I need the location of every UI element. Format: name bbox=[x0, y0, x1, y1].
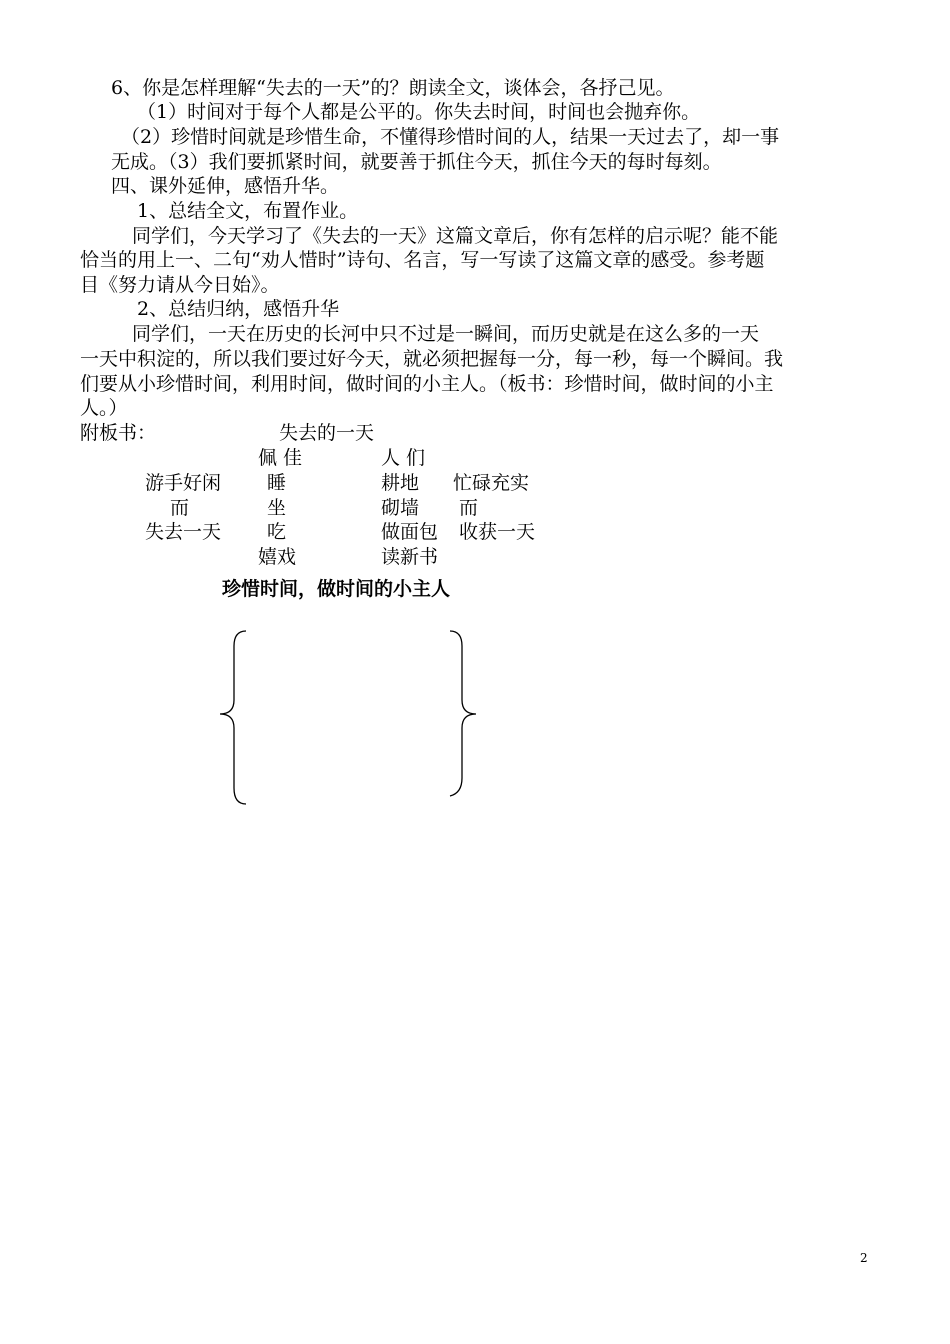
right-character-name: 人 们 bbox=[381, 447, 426, 469]
left-connector: 而 bbox=[170, 497, 190, 519]
left-action: 吃 bbox=[267, 521, 287, 543]
right-action: 耕地 bbox=[381, 472, 420, 494]
paragraph-line: 恰当的用上一、二句“劝人惜时”诗句、名言，写一写读了这篇文章的感受。参考题 bbox=[80, 249, 765, 271]
paragraph-line: 6、你是怎样理解“失去的一天”的？朗读全文，谈体会，各抒己见。 bbox=[111, 77, 675, 99]
board-title: 失去的一天 bbox=[279, 422, 375, 444]
left-action: 坐 bbox=[267, 497, 287, 519]
right-connector: 而 bbox=[459, 497, 479, 519]
section-heading: 四、课外延伸，感悟升华。 bbox=[111, 175, 340, 197]
left-action: 睡 bbox=[267, 472, 287, 494]
paragraph-line: 无成。（3）我们要抓紧时间，就要善于抓住今天，抓住今天的每时每刻。 bbox=[111, 151, 722, 173]
subsection-heading: 2、总结归纳，感悟升华 bbox=[137, 298, 340, 320]
board-label: 附板书： bbox=[80, 422, 157, 444]
right-brace-icon bbox=[446, 628, 482, 812]
right-action: 做面包 bbox=[381, 521, 439, 543]
paragraph-line: 一天中积淀的，所以我们要过好今天，就必须把握每一分，每一秒，每一个瞬间。我 bbox=[80, 348, 784, 370]
paragraph-line: 人。） bbox=[80, 397, 128, 419]
left-character-name: 佩 佳 bbox=[258, 447, 303, 469]
left-brace-icon bbox=[212, 628, 248, 812]
paragraph-line: （1）时间对于每个人都是公平的。你失去时间，时间也会抛弃你。 bbox=[137, 101, 701, 123]
board-motto: 珍惜时间，做时间的小主人 bbox=[222, 578, 451, 600]
right-action: 读新书 bbox=[381, 546, 439, 568]
right-action: 砌墙 bbox=[381, 497, 420, 519]
paragraph-line: 同学们，今天学习了《失去的一天》这篇文章后，你有怎样的启示呢？能不能 bbox=[132, 225, 779, 247]
right-result-top: 忙碌充实 bbox=[453, 472, 530, 494]
paragraph-line: （2）珍惜时间就是珍惜生命，不懂得珍惜时间的人，结果一天过去了，却一事 bbox=[121, 126, 780, 148]
left-result-top: 游手好闲 bbox=[145, 472, 222, 494]
left-result-bottom: 失去一天 bbox=[145, 521, 222, 543]
paragraph-line: 目《努力请从今日始》。 bbox=[80, 274, 280, 296]
right-result-bottom: 收获一天 bbox=[459, 521, 536, 543]
paragraph-line: 同学们，一天在历史的长河中只不过是一瞬间，而历史就是在这么多的一天 bbox=[132, 323, 760, 345]
page-number: 2 bbox=[860, 1251, 868, 1265]
subsection-heading: 1、总结全文，布置作业。 bbox=[137, 200, 359, 222]
left-action: 嬉戏 bbox=[258, 546, 297, 568]
paragraph-line: 们要从小珍惜时间，利用时间，做时间的小主人。（板书：珍惜时间，做时间的小主 bbox=[80, 373, 774, 395]
